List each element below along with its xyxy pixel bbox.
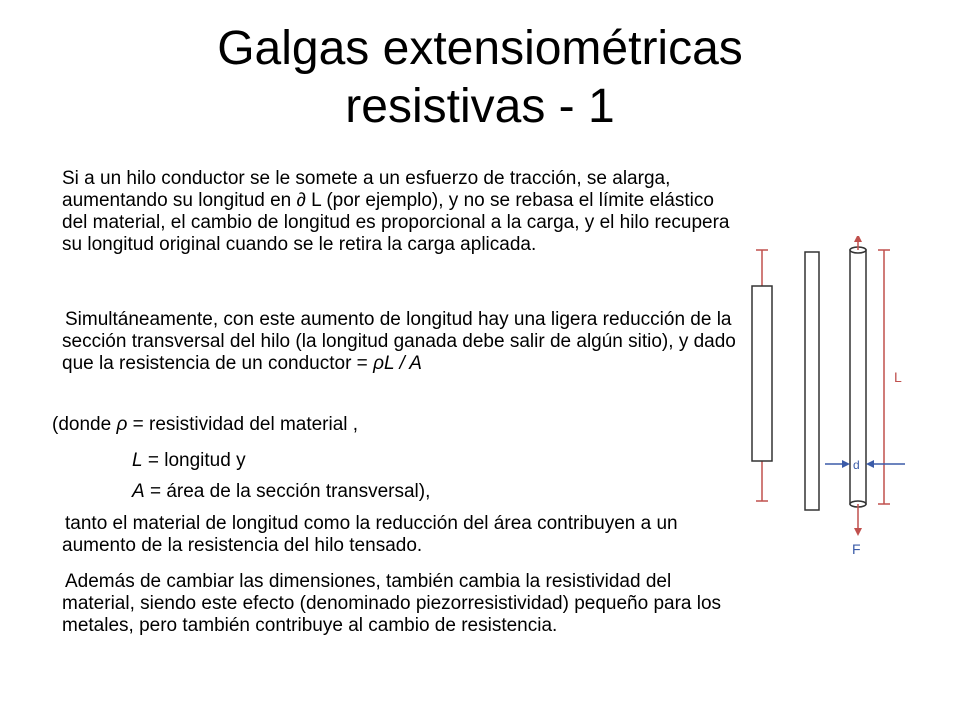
- force-label: F: [852, 541, 861, 557]
- paragraph-3: [62, 513, 742, 557]
- strain-wire-figure: [730, 236, 920, 576]
- definition-A-text: = área de la sección transversal),: [144, 481, 431, 502]
- definition-rho: [52, 414, 358, 436]
- paragraph-1-text: Si a un hilo conductor se le somete a un esfuerzo de tracción, se alarga, aumentando su longitud en ∂ L (por ejemplo), y no se rebasa el límite elástico del material, el cambio de longitud es proporcional a la carga, y el hilo recupera su longitud original cuando se le retira la carga aplicada.: [62, 168, 730, 255]
- definition-A: [132, 481, 430, 503]
- symbol-rho: ρ: [116, 414, 128, 435]
- slide-title: [0, 20, 960, 136]
- unstrained-wire: [752, 286, 772, 461]
- paragraph-3-text: tanto el material de longitud como la reducción del área contribuyen a un aumento de la resistencia del hilo tensado.: [62, 513, 678, 556]
- title-line-1: Galgas extensiométricas: [217, 22, 743, 75]
- bottom-force-arrow: [854, 504, 862, 536]
- title-line-2: resistivas - 1: [345, 80, 615, 133]
- paragraph-1: [62, 168, 742, 256]
- length-label: L: [894, 369, 902, 385]
- definition-L-text: = longitud y: [142, 450, 246, 471]
- thin-wire: [805, 252, 819, 510]
- symbol-L: L: [132, 450, 143, 471]
- definition-rho-text: = resistividad del material ,: [127, 414, 359, 435]
- definition-open: (donde: [52, 414, 117, 435]
- resistance-formula: ρL / A: [373, 353, 422, 374]
- symbol-A: A: [132, 481, 145, 502]
- paragraph-4: [62, 571, 742, 637]
- definition-L: [132, 450, 246, 472]
- paragraph-2-text: Simultáneamente, con este aumento de longitud hay una ligera reducción de la sección transversal del hilo (la longitud ganada debe salir de algún sitio), y dado que la resistencia de un conductor =: [62, 309, 736, 374]
- paragraph-4-text: Además de cambiar las dimensiones, también cambia la resistividad del material, siendo este efecto (denominado piezorresistividad) pequeño para los metales, pero también contribuye al cambio de resistencia.: [62, 571, 722, 636]
- paragraph-2: [62, 309, 742, 375]
- length-dimension: [878, 250, 890, 504]
- diameter-label: d: [853, 458, 860, 472]
